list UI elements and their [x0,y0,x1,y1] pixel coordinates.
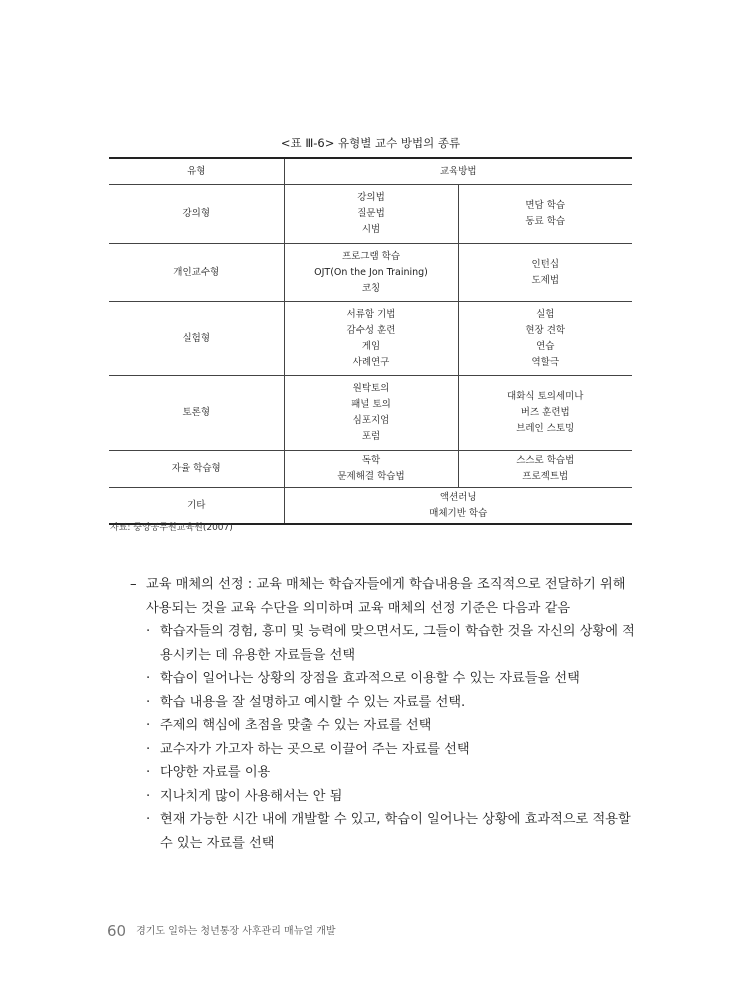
table-row [109,488,632,525]
row-type: 자율 학습형 [109,451,284,488]
methods-left [284,302,458,376]
method-item: 액션러닝 [439,491,477,503]
bullet-item [130,761,640,785]
header-type: 유형 [109,158,284,185]
method-item: 브레인 스토밍 [516,423,575,434]
dash-paragraph-text: 교육 매체의 선정 : 교육 매체는 학습자들에게 학습내용을 조직적으로 전달하기 위해 사용되는 것을 교육 수단을 의미하며 교육 매체의 선정 기준은 다음과 같음 [146,577,626,616]
method-item: 독학 [361,455,381,466]
teaching-methods-table [109,157,632,525]
bullet-text: 다양한 자료를 이용 [160,765,271,780]
method-item: 연습 [536,340,555,352]
page-number: 60 [107,922,127,940]
bullet-mark: · [146,765,151,780]
row-type: 토론형 [109,376,284,451]
table-row [109,302,632,376]
row-type: 강의형 [109,185,284,244]
bullet-text: 지나치게 많이 사용해서는 안 됨 [160,788,343,804]
method-item: 역할극 [531,356,560,368]
method-item: 동료 학습 [525,216,566,227]
method-item: OJT(On the Jon Training) [314,266,428,278]
methods-right [458,451,632,488]
method-item: 프로그램 학습 [341,250,401,262]
dash-mark: – [130,577,137,592]
method-item: 게임 [361,340,381,352]
table-header-row [109,158,632,185]
methods-left [284,244,458,302]
bullet-text: 현재 가능한 시간 내에 개발할 수 있고, 학습이 일어나는 상황에 효과적으로 적용할 수 있는 자료를 선택 [160,812,631,851]
method-item: 서류함 기법 [346,308,396,320]
method-item: 포럼 [361,431,381,442]
bullet-mark: · [146,718,151,733]
table-caption: <표 Ⅲ-6> 유형별 교수 방법의 종류 [280,136,461,150]
bullet-item [130,714,640,738]
method-item: 도제법 [531,274,560,286]
method-item: 스스로 학습법 [516,455,575,466]
method-item: 매체기반 학습 [429,507,488,519]
bullet-mark: · [146,788,151,804]
bullet-text: 주제의 핵심에 초점을 맞출 수 있는 자료를 선택 [160,718,432,733]
bullet-text: 학습 내용을 잘 설명하고 예시할 수 있는 자료를 선택. [160,694,466,710]
method-item: 패널 토의 [351,399,391,410]
method-item: 강의법 [357,192,385,203]
method-item: 현장 견학 [525,324,566,336]
bullet-item [130,620,640,667]
row-type: 기타 [109,488,284,525]
row-type: 개인교수형 [109,244,284,302]
dash-paragraph [130,573,640,620]
methods-right [458,376,632,451]
methods-left [284,376,458,451]
bullet-mark: · [146,694,151,710]
method-item: 심포지엄 [352,415,390,426]
methods-right [458,244,632,302]
bullet-item [130,667,640,691]
bullet-item [130,738,640,762]
bullet-mark: · [146,741,151,757]
row-type: 실험형 [109,302,284,376]
bullet-item [130,785,640,809]
methods-merged [284,488,632,525]
method-item: 사례연구 [352,356,390,368]
methods-right [458,302,632,376]
bullet-item [130,691,640,715]
bullet-text: 학습이 일어나는 상황의 장점을 효과적으로 이용할 수 있는 자료들을 선택 [160,671,580,686]
method-item: 면담 학습 [525,200,566,211]
method-item: 원탁토의 [352,383,390,394]
method-item: 감수성 훈련 [346,324,396,336]
body-section [130,573,640,855]
footer-title: 경기도 일하는 청년통장 사후관리 매뉴얼 개발 [136,926,336,937]
header-methods: 교육방법 [284,158,632,185]
table-row [109,376,632,451]
method-item: 문제해결 학습법 [337,471,405,482]
method-item: 시범 [361,224,381,235]
page-footer [107,922,336,940]
method-item: 버즈 훈련법 [520,407,570,418]
bullet-mark: · [146,812,151,827]
methods-left [284,185,458,244]
table-source-note: 자료: 중앙공무원교육원(2007) [110,523,233,533]
bullet-item [130,808,640,855]
bullet-mark: · [146,624,151,639]
methods-left [284,451,458,488]
method-item: 코칭 [361,282,381,294]
methods-right [458,185,632,244]
method-item: 대화식 토의세미나 [507,391,584,402]
table-row [109,244,632,302]
method-item: 실험 [536,308,555,320]
bullet-text: 교수자가 가고자 하는 곳으로 이끌어 주는 자료를 선택 [160,741,470,757]
method-item: 질문법 [357,208,385,219]
method-item: 인턴십 [531,258,560,270]
bullet-text: 학습자들의 경험, 흥미 및 능력에 맞으면서도, 그들이 학습한 것을 자신의 상황에 적용시키는 데 유용한 자료들을 선택 [160,624,635,663]
bullet-mark: · [146,671,151,686]
table-row [109,451,632,488]
table-row [109,185,632,244]
method-item: 프로젝트법 [522,471,569,482]
